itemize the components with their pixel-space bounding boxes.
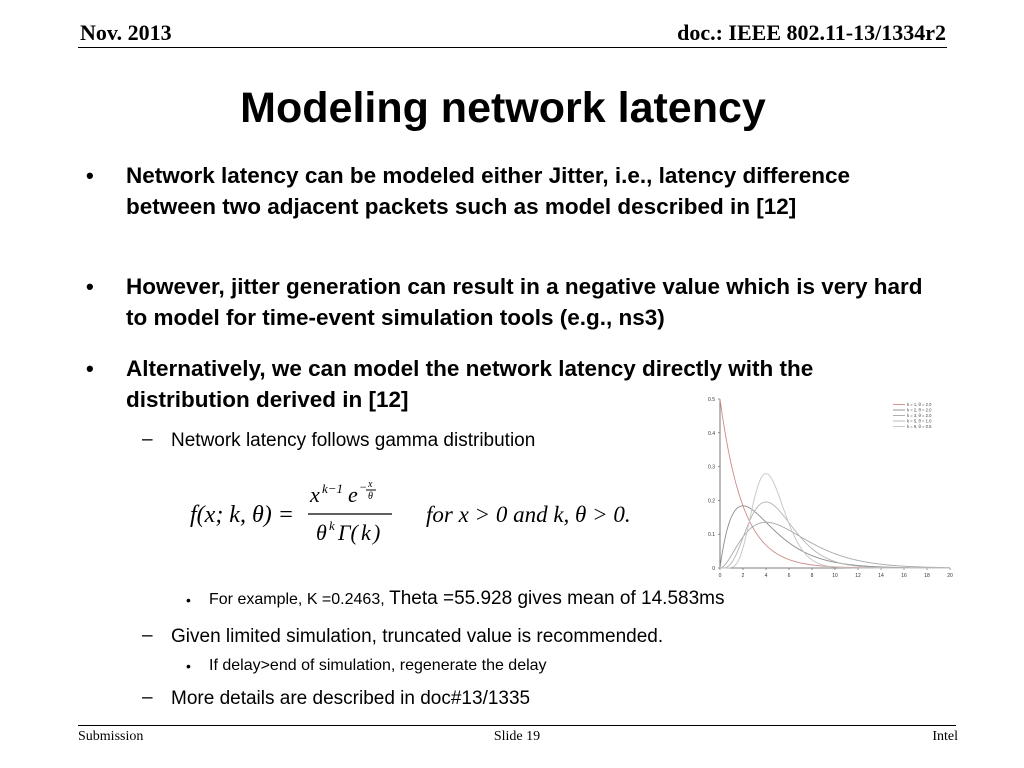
footer-submission: Submission xyxy=(78,729,144,744)
slide-title: Modeling network latency xyxy=(240,84,766,132)
formula-condition: for x > 0 and k, θ > 0. xyxy=(426,502,631,527)
bullet-dot: • xyxy=(86,356,94,381)
sub-sub-bullet-regenerate: If delay>end of simulation, regenerate the delay xyxy=(209,657,547,674)
svg-text:e: e xyxy=(348,482,358,507)
sub-sub-bullet-dot: • xyxy=(186,658,191,674)
bullet-dot: • xyxy=(86,163,94,188)
chart-x-tick-label: 8 xyxy=(810,573,814,579)
chart-x-tick-label: 4 xyxy=(764,573,768,579)
svg-text:x: x xyxy=(310,482,320,507)
chart-y-tick-label: 0.2 xyxy=(708,498,715,505)
svg-text:θ: θ xyxy=(316,520,327,545)
chart-legend-label: k = 3, θ = 2.0 xyxy=(907,413,932,418)
sub-bullet-truncation: Given limited simulation, truncated value is recommended. xyxy=(171,626,664,647)
chart-y-tick-label: 0.4 xyxy=(708,430,715,437)
chart-x-tick-label: 20 xyxy=(947,573,953,579)
example-prefix: For example, K =0.2463, xyxy=(209,591,385,608)
sub-bullet-dash: – xyxy=(142,429,153,450)
chart-x-tick-label: 10 xyxy=(832,573,838,579)
example-line xyxy=(209,588,724,611)
sub-bullet-gamma: Network latency follows gamma distribution xyxy=(171,430,536,451)
formula-lhs: f(x; k, θ) = xyxy=(190,502,294,528)
svg-text:−: − xyxy=(359,480,368,494)
svg-text:k: k xyxy=(361,520,371,545)
svg-text:k−1: k−1 xyxy=(322,481,344,496)
header-rule xyxy=(78,47,947,48)
sub-bullet-dash: – xyxy=(142,625,153,646)
chart-x-tick-label: 16 xyxy=(901,573,907,579)
svg-text:x: x xyxy=(368,479,373,490)
sub-bullet-details: More details are described in doc#13/1335 xyxy=(171,688,531,709)
gamma-distribution-chart xyxy=(700,393,960,585)
bullet-1: Network latency can be modeled either Jitter, i.e., latency difference between two adjacent packets such as model described in [12] xyxy=(126,163,851,219)
chart-x-tick-label: 14 xyxy=(878,573,884,579)
chart-y-tick-label: 0.3 xyxy=(708,464,715,471)
chart-y-tick-label: 0.1 xyxy=(708,532,715,539)
chart-series-line-4 xyxy=(720,502,950,568)
footer-organization: Intel xyxy=(932,729,958,744)
bullet-2: However, jitter generation can result in a negative value which is very hard to model for time-event simulation tools (e.g., ns3) xyxy=(126,274,923,330)
example-rest: Theta =55.928 gives mean of 14.583ms xyxy=(389,588,725,609)
bullet-3: Alternatively, we can model the network latency directly with the distribution derived in [12] xyxy=(126,356,814,412)
gamma-pdf-formula xyxy=(190,478,660,555)
svg-text:k: k xyxy=(329,518,335,533)
chart-x-tick-label: 12 xyxy=(855,573,861,579)
chart-legend-label: k = 5, θ = 1.0 xyxy=(907,418,932,424)
header-doc-id: doc.: IEEE 802.11-13/1334r2 xyxy=(677,20,946,45)
bullet-dot: • xyxy=(86,274,94,299)
svg-text:Γ(: Γ( xyxy=(338,520,358,545)
svg-text:θ: θ xyxy=(368,491,373,502)
sub-bullet-dash: – xyxy=(142,687,153,708)
chart-x-tick-label: 2 xyxy=(741,573,745,579)
chart-series-line-2 xyxy=(720,506,950,568)
chart-y-tick-label: 0.5 xyxy=(708,397,715,403)
chart-x-tick-label: 6 xyxy=(787,573,791,579)
svg-text:): ) xyxy=(373,520,381,545)
formula-fraction xyxy=(308,479,392,545)
chart-legend-label: k = 1, θ = 2.0 xyxy=(907,402,932,407)
formula-graphic xyxy=(190,478,660,548)
footer-slide-number: Slide 19 xyxy=(493,729,541,744)
header-date: Nov. 2013 xyxy=(80,20,172,45)
chart-x-tick-label: 0 xyxy=(718,573,722,579)
chart-y-tick-label: 0 xyxy=(712,566,715,572)
chart-legend-label: k = 9, θ = 0.5 xyxy=(907,424,932,429)
chart-x-tick-label: 18 xyxy=(924,573,930,579)
footer-rule xyxy=(78,725,956,726)
chart-legend-label: k = 2, θ = 2.0 xyxy=(907,407,932,413)
sub-sub-bullet-dot: • xyxy=(186,592,191,608)
